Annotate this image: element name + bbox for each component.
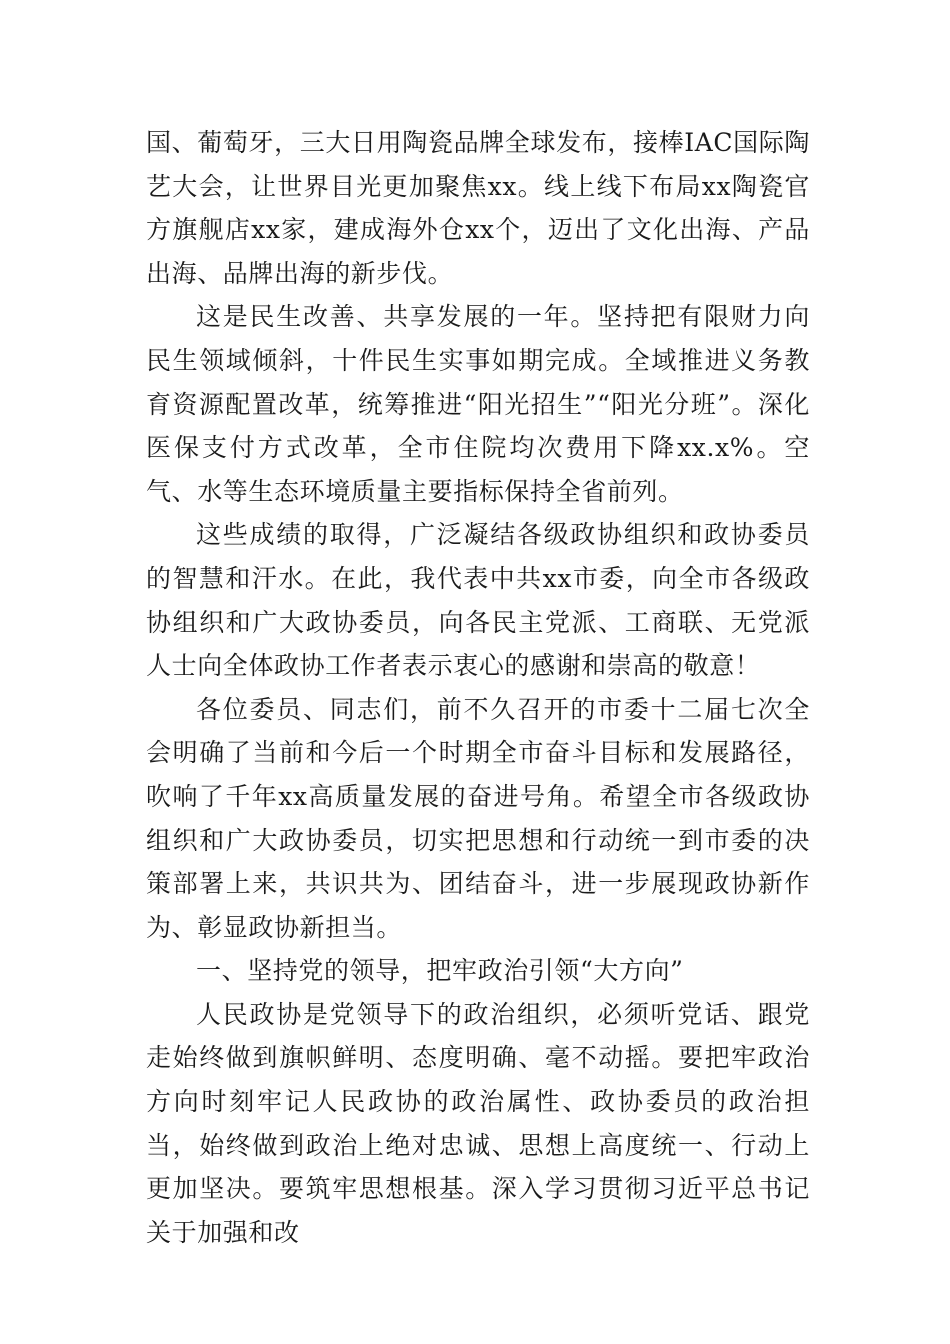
paragraph-continuation: 国、葡萄牙，三大日用陶瓷品牌全球发布，接棒IAC国际陶艺大会，让世界目光更加聚焦xx。线上线下布局xx陶瓷官方旗舰店xx家，建成海外仓xx个，迈出了文化出海、产品出海、品牌出海的新步伐。: [146, 128, 810, 288]
document-body: [146, 121, 810, 1254]
paragraph-acknowledgement: 这些成绩的取得，广泛凝结各级政协组织和政协委员的智慧和汗水。在此，我代表中共xx市委，向全市各级政协组织和广大政协委员，向各民主党派、工商联、无党派人士向全体政协工作者表示衷心的感谢和崇高的敬意！: [146, 520, 810, 681]
paragraph-livelihood: 这是民生改善、共享发展的一年。坚持把有限财力向民生领域倾斜，十件民生实事如期完成。全域推进义务教育资源配置改革，统筹推进“阳光招生”“阳光分班”。深化医保支付方式改革，全市住院均次费用下降xx.x%。空气、水等生态环境质量主要指标保持全省前列。: [146, 302, 810, 506]
paragraph-political-direction: 人民政协是党领导下的政治组织，必须听党话、跟党走始终做到旗帜鲜明、态度明确、毫不动摇。要把牢政治方向时刻牢记人民政协的政治属性、政协委员的政治担当，始终做到政治上绝对忠诚、思想上高度统一、行动上更加坚决。要筑牢思想根基。深入学习贯彻习近平总书记关于加强和改: [146, 999, 810, 1247]
paragraph-expectations: 各位委员、同志们，前不久召开的市委十二届七次全会明确了当前和今后一个时期全市奋斗目标和发展路径，吹响了千年xx高质量发展的奋进号角。希望全市各级政协组织和广大政协委员，切实把思想和行动统一到市委的决策部署上来，共识共为、团结奋斗，进一步展现政协新作为、彰显政协新担当。: [146, 694, 810, 942]
section-heading: 一、坚持党的领导，把牢政治引领“大方向”: [196, 956, 684, 986]
